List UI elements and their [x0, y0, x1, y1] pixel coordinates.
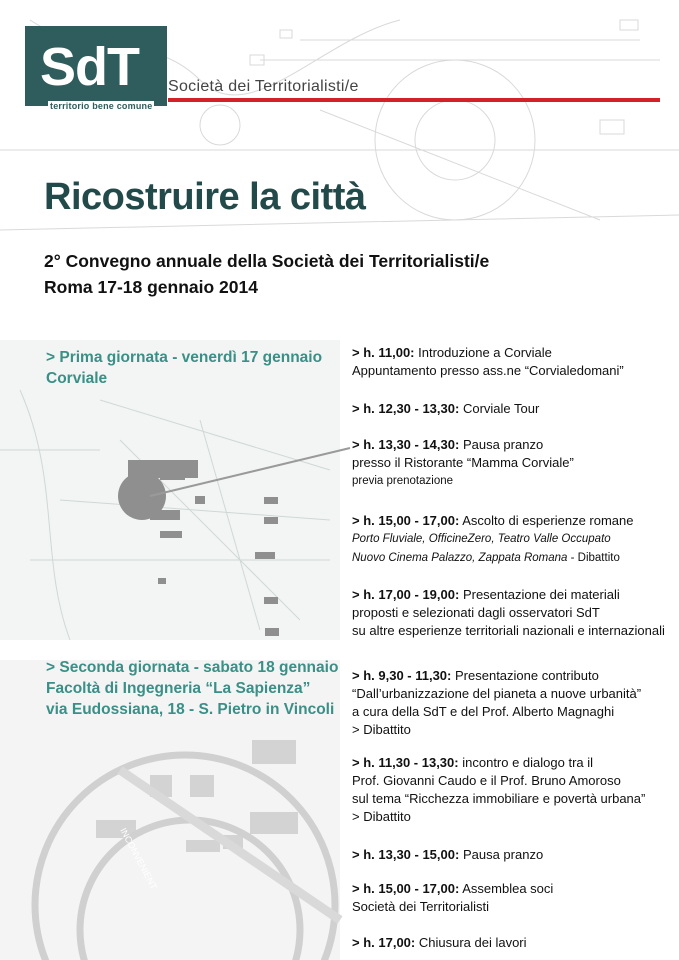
item-line: Prof. Giovanni Caudo e il Prof. Bruno Amoroso	[352, 773, 621, 788]
item-line-tail: - Dibattito	[567, 552, 620, 564]
map-road-label: INCONVENIENT	[118, 826, 159, 891]
item-time: > h. 17,00 - 19,00:	[352, 587, 460, 602]
item-text: Pausa pranzo	[462, 847, 544, 862]
item-text: incontro e dialogo tra il	[462, 755, 594, 770]
item-line: presso il Ristorante “Mamma Corviale”	[352, 455, 574, 470]
program-item	[352, 934, 527, 952]
item-line: “Dall’urbanizzazione del pianeta a nuove urbanità”	[352, 686, 642, 701]
item-line: Appuntamento presso ass.ne “Corvialedomani”	[352, 363, 624, 378]
day2-heading	[46, 657, 338, 720]
item-time: > h. 9,30 - 11,30:	[352, 668, 452, 683]
subtitle	[44, 248, 489, 300]
item-text: Pausa pranzo	[462, 437, 544, 452]
program-item	[352, 400, 539, 418]
day2-place-1: Facoltà di Ingegneria “La Sapienza”	[46, 680, 311, 697]
program-item	[352, 512, 634, 567]
program-item	[352, 880, 553, 916]
header-red-rule	[168, 98, 660, 102]
item-time: > h. 13,30 - 14,30:	[352, 437, 460, 452]
item-text: Introduzione a Corviale	[418, 345, 552, 360]
subtitle-line-2: Roma 17-18 gennaio 2014	[44, 277, 258, 297]
item-line: Porto Fluviale, OfficineZero, Teatro Valle Occupato	[352, 533, 611, 545]
item-text: Ascolto di esperienze romane	[462, 513, 634, 528]
program-item	[352, 754, 645, 826]
program-item	[352, 667, 641, 739]
program-item	[352, 344, 624, 380]
program-item	[352, 586, 665, 640]
item-time: > h. 17,00:	[352, 935, 416, 950]
item-line: a cura della SdT e del Prof. Alberto Magnaghi	[352, 704, 615, 719]
logo-text: SdT	[40, 37, 139, 97]
day1-heading	[46, 347, 322, 389]
logo-tagline: territorio bene comune	[50, 101, 153, 111]
item-line: Nuovo Cinema Palazzo, Zappata Romana	[352, 552, 568, 564]
page-title: Ricostruire la città	[44, 176, 366, 218]
item-line: proposti e selezionati dagli osservatori SdT	[352, 605, 600, 620]
day1-title: > Prima giornata - venerdì 17 gennaio	[46, 349, 323, 366]
item-note: previa prenotazione	[352, 475, 454, 487]
item-time: > h. 12,30 - 13,30:	[352, 401, 460, 416]
item-time: > h. 15,00 - 17,00:	[352, 513, 460, 528]
item-text: Corviale Tour	[462, 401, 540, 416]
item-time: > h. 11,30 - 13,30:	[352, 755, 459, 770]
item-time: > h. 15,00 - 17,00:	[352, 881, 460, 896]
item-line: > Dibattito	[352, 722, 411, 737]
program-item	[352, 436, 574, 490]
item-line: sul tema “Ricchezza immobiliare e povertà urbana”	[352, 791, 646, 806]
item-line: > Dibattito	[352, 809, 411, 824]
item-time: > h. 13,30 - 15,00:	[352, 847, 460, 862]
society-name: Società dei Territorialisti/e	[168, 78, 359, 95]
day2-title: > Seconda giornata - sabato 18 gennaio	[46, 659, 339, 676]
item-text: Presentazione dei materiali	[462, 587, 620, 602]
item-time: > h. 11,00:	[352, 345, 415, 360]
day2-place-2: via Eudossiana, 18 - S. Pietro in Vincoli	[46, 701, 335, 718]
subtitle-line-1: 2° Convegno annuale della Società dei Territorialisti/e	[44, 251, 490, 271]
item-text: Chiusura dei lavori	[418, 935, 527, 950]
program-item	[352, 846, 543, 864]
item-text: Assemblea soci	[462, 881, 554, 896]
item-line: Società dei Territorialisti	[352, 899, 490, 914]
item-text: Presentazione contributo	[455, 668, 599, 683]
item-line: su altre esperienze territoriali nazionali e internazionali	[352, 623, 665, 638]
day1-place: Corviale	[46, 370, 108, 387]
